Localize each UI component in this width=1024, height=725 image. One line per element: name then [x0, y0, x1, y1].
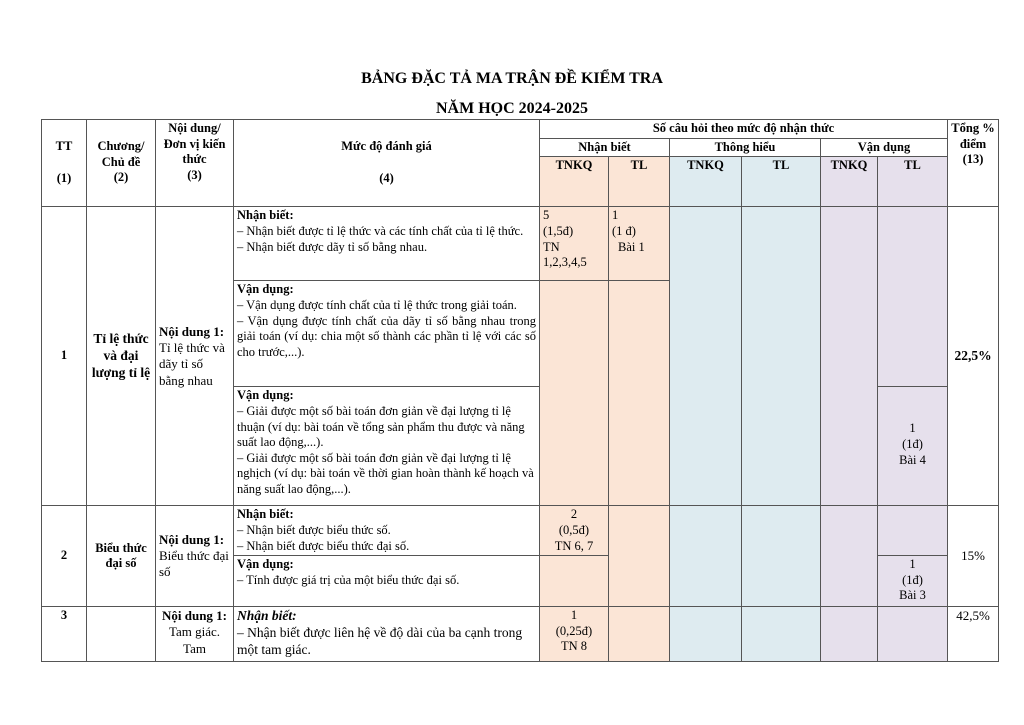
header-vd-tl: TL	[878, 157, 948, 207]
row3-tt: 3	[42, 607, 87, 662]
header-tt: TT (1)	[42, 120, 87, 207]
table-row	[42, 607, 999, 662]
row2-nb-tnkq: 2 (0,5đ) TN 6, 7	[540, 506, 609, 556]
header-nb-tnkq: TNKQ	[540, 157, 609, 207]
row1-apply-1: Vận dụng: – Vận dụng được tính chất của tỉ lệ thức trong giải toán. – Vận dụng được tính chất của dãy tỉ số bằng nhau trong giải toán (ví dụ: chia một số thành các phần tỉ lệ với các số cho trước,...).	[234, 281, 540, 387]
row1-content: Nội dung 1: Tỉ lệ thức và dãy tỉ số bằng nhau	[156, 207, 234, 506]
row2-chapter: Biểu thức đại số	[87, 506, 156, 607]
doc-title: BẢNG ĐẶC TẢ MA TRẬN ĐỀ KIỂM TRA	[361, 70, 663, 87]
header-vd-tnkq: TNKQ	[821, 157, 878, 207]
header-th-tl: TL	[742, 157, 821, 207]
row3-recognize: Nhận biết: – Nhận biết được liên hệ về độ dài của ba cạnh trong một tam giác.	[234, 607, 540, 662]
row3-chapter	[87, 607, 156, 662]
row2-content: Nội dung 1: Biểu thức đại số	[156, 506, 234, 607]
header-nhan-biet: Nhận biết	[540, 138, 670, 157]
header-van-dung: Vận dụng	[821, 138, 948, 157]
row3-nb-tnkq: 1 (0,25đ) TN 8	[540, 607, 609, 662]
row1-apply-2: Vận dụng: – Giải được một số bài toán đơn giản về đại lượng tỉ lệ thuận (ví dụ: bài toán về tổng sản phẩm thu được và năng suất lao động,...). – Giải được một số bài toán đơn giản về đại lượng tỉ lệ nghịch (ví dụ: bài toán về thời gian hoàn thành kế hoạch và năng suất lao động,...).	[234, 387, 540, 506]
header-total: Tổng % điểm (13)	[948, 120, 999, 207]
row3-content: Nội dung 1: Tam giác. Tam	[156, 607, 234, 662]
row1-vd-tl: 1 (1đ) Bài 4	[878, 387, 948, 506]
header-content: Nội dung/Đơn vị kiến thức (3)	[156, 120, 234, 207]
table-row	[42, 207, 999, 281]
row1-nb-tnkq: 5 (1,5đ) TN 1,2,3,4,5	[540, 207, 609, 281]
row1-recognize: Nhận biết: – Nhận biết được tỉ lệ thức và các tính chất của tỉ lệ thức. – Nhận biết được dãy tỉ số bằng nhau.	[234, 207, 540, 281]
table-row	[42, 506, 999, 556]
row2-apply: Vận dụng: – Tính được giá trị của một biểu thức đại số.	[234, 556, 540, 607]
row1-chapter: Tỉ lệ thức và đại lượng tỉ lệ	[87, 207, 156, 506]
row1-nb-tl: 1 (1 đ) Bài 1	[609, 207, 670, 281]
header-question-count: Số câu hỏi theo mức độ nhận thức	[540, 120, 948, 139]
row2-total: 15%	[948, 506, 999, 607]
row2-tt: 2	[42, 506, 87, 607]
doc-year: NĂM HỌC 2024-2025	[436, 100, 588, 117]
header-assessment: Mức độ đánh giá (4)	[234, 120, 540, 207]
header-chapter: Chương/ Chủ đề (2)	[87, 120, 156, 207]
row2-vd-tl: 1 (1đ) Bài 3	[878, 556, 948, 607]
header-nb-tl: TL	[609, 157, 670, 207]
row1-tt: 1	[42, 207, 87, 506]
row3-total: 42,5%	[948, 607, 999, 662]
row2-recognize: Nhận biết: – Nhận biết được biểu thức số. – Nhận biết được biểu thức đại số.	[234, 506, 540, 556]
header-thong-hieu: Thông hiểu	[670, 138, 821, 157]
row1-total: 22,5%	[948, 207, 999, 506]
header-th-tnkq: TNKQ	[670, 157, 742, 207]
spec-matrix-table	[41, 119, 999, 662]
